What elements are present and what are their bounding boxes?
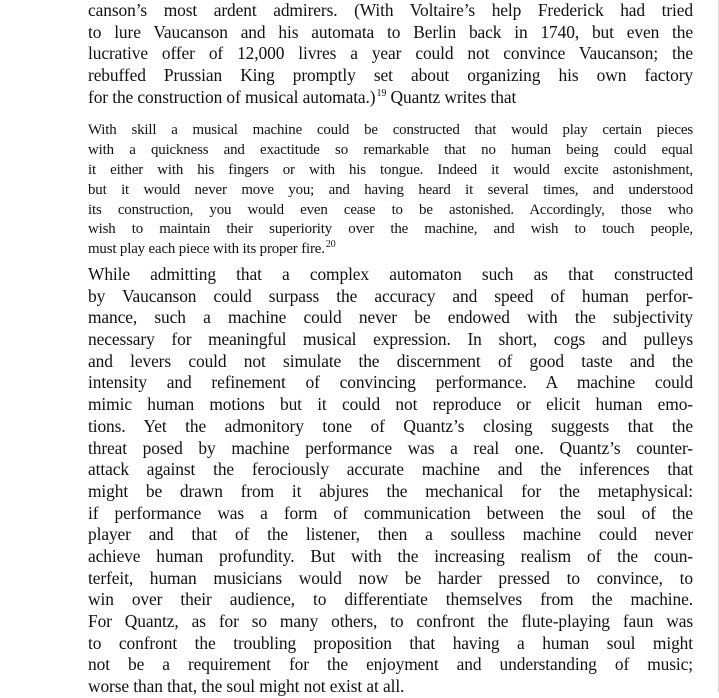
text-line: win over their audience, to differentiate themselves from the machine. — [88, 589, 693, 610]
text-line: achieve human profundity. But with the increasing realism of the coun- — [88, 545, 693, 566]
body-paragraph — [88, 264, 693, 698]
text-line: attack against the ferociously accurate machine and the inferences that — [88, 459, 693, 480]
text-line: if performance was a form of communication between the soul of the — [88, 502, 693, 523]
quote-line-fragment: must play each piece with its proper fire. — [88, 241, 325, 258]
quote-line: but it would never move you; and having heard it several times, and understood — [88, 181, 693, 198]
quote-line: its construction, you would even cease to be astonished. Accordingly, those who — [88, 201, 693, 218]
text-line: not be a requirement for the enjoyment and understanding of music; — [88, 654, 693, 675]
text-line-fragment: for the construction of musical automata.) — [88, 86, 376, 107]
text-line: to confront the troubling proposition that having a human soul might — [88, 632, 693, 653]
text-line: worse than that, the soul might not exist at all. — [88, 676, 405, 697]
text-line: terfeit, human musicians would now be harder pressed to convince, to — [88, 567, 693, 588]
quote-line: it either with his fingers or with his tongue. Indeed it would excite astonishment, — [88, 161, 693, 178]
text-line: rebuffed Prussian King promptly set about organizing his own factory — [88, 65, 693, 86]
quote-line: with a quickness and exactitude so remarkable that no human being could equal — [88, 141, 693, 158]
text-line: tions. Yet the admonitory tone of Quantz’s closing suggests that the — [88, 415, 693, 436]
text-line: mimic human motions but it could not reproduce or elicit human emo- — [88, 394, 693, 415]
quote-line: must play each piece with its proper fire.20 — [88, 239, 336, 258]
text-line: threat posed by machine performance was a real one. Quantz’s counter- — [88, 437, 693, 458]
text-line: necessary for meaningful musical expression. In short, cogs and pulleys — [88, 329, 693, 350]
text-line-fragment: Quantz writes that — [386, 86, 517, 107]
text-line: and levers could not simulate the discernment of good taste and the — [88, 350, 693, 371]
quote-line: With skill a musical machine could be constructed that would play certain pieces — [88, 122, 693, 138]
quote-line: wish to maintain their superiority over the machine, and wish to touch people, — [88, 221, 693, 238]
text-line: lucrative offer of 12,000 livres a year could not convince Vaucanson; the — [88, 43, 693, 64]
intro-paragraph — [88, 0, 693, 108]
block-quote — [88, 121, 693, 260]
text-line: While admitting that a complex automaton such as that constructed — [88, 264, 693, 284]
text-line: to lure Vaucanson and his automata to Berlin back in 1740, but even the — [88, 21, 693, 42]
text-line: For Quantz, as for so many others, to confront the flute-playing faun was — [88, 611, 693, 631]
text-line: by Vaucanson could surpass the accuracy and speed of human perfor- — [88, 285, 693, 306]
text-line: mance, such a machine could never be endowed with the subjectivity — [88, 307, 693, 328]
text-line: player and that of the listener, then a soulless machine could never — [88, 524, 693, 545]
text-line: canson’s most ardent admirers. (With Voltaire’s help Frederick had tried — [88, 0, 693, 20]
text-line: for the construction of musical automata.)19 Quantz writes that — [88, 86, 517, 107]
text-line: might be drawn from it abjures the mechanical for the metaphysical: — [88, 480, 693, 501]
text-line: intensity and refinement of convincing performance. A machine could — [88, 372, 693, 393]
